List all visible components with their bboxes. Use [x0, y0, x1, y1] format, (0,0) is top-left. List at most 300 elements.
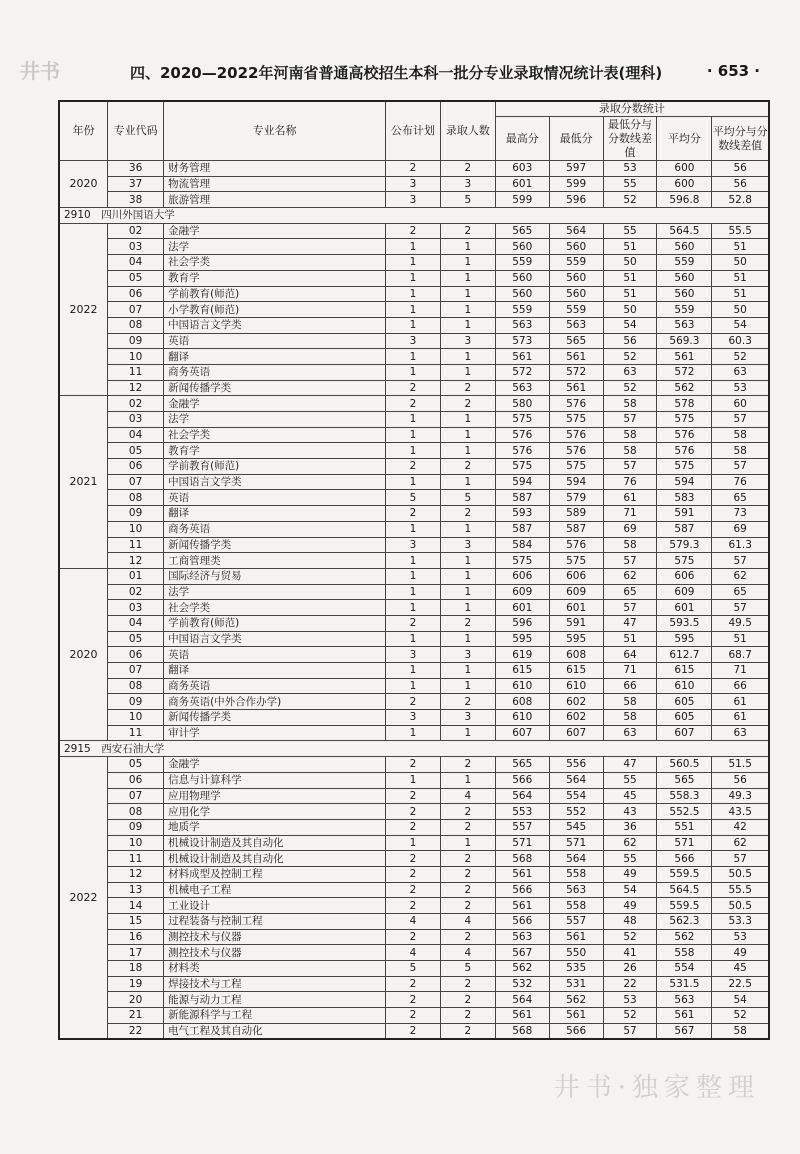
- table-row: [59, 835, 769, 851]
- major-name-cell: 焊接技术与工程: [164, 976, 386, 992]
- min-diff-cell: 47: [603, 615, 657, 631]
- code-cell: 11: [108, 851, 164, 867]
- avg-score-cell: 607: [657, 725, 712, 741]
- admitted-cell: 1: [440, 427, 495, 443]
- min-diff-cell: 54: [603, 317, 657, 333]
- code-cell: 20: [108, 992, 164, 1008]
- max-score-cell: 557: [495, 819, 549, 835]
- avg-diff-cell: 63: [712, 725, 769, 741]
- admitted-cell: 1: [440, 553, 495, 569]
- min-diff-cell: 52: [603, 349, 657, 365]
- plan-cell: 2: [385, 819, 440, 835]
- avg-diff-cell: 50.5: [712, 898, 769, 914]
- table-row: [59, 286, 769, 302]
- plan-cell: 2: [385, 615, 440, 631]
- min-diff-cell: 55: [603, 851, 657, 867]
- min-diff-cell: 48: [603, 914, 657, 930]
- min-score-cell: 602: [549, 710, 603, 726]
- major-name-cell: 金融学: [164, 396, 386, 412]
- code-cell: 03: [108, 600, 164, 616]
- min-score-cell: 596: [549, 192, 603, 208]
- min-score-cell: 587: [549, 521, 603, 537]
- code-cell: 07: [108, 788, 164, 804]
- avg-score-cell: 558: [657, 945, 712, 961]
- year-cell: 2020: [59, 161, 108, 208]
- avg-score-cell: 600: [657, 161, 712, 177]
- code-cell: 22: [108, 1023, 164, 1039]
- min-diff-cell: 51: [603, 270, 657, 286]
- major-name-cell: 学前教育(师范): [164, 615, 386, 631]
- avg-diff-cell: 68.7: [712, 647, 769, 663]
- major-name-cell: 测控技术与仪器: [164, 945, 386, 961]
- major-name-cell: 工业设计: [164, 898, 386, 914]
- min-score-cell: 562: [549, 992, 603, 1008]
- major-name-cell: 小学教育(师范): [164, 302, 386, 318]
- table-row: [59, 663, 769, 679]
- plan-cell: 1: [385, 349, 440, 365]
- min-score-cell: 599: [549, 176, 603, 192]
- code-cell: 12: [108, 866, 164, 882]
- avg-score-cell: 560: [657, 286, 712, 302]
- plan-cell: 1: [385, 412, 440, 428]
- avg-diff-cell: 53: [712, 929, 769, 945]
- avg-diff-cell: 62: [712, 835, 769, 851]
- admitted-cell: 3: [440, 176, 495, 192]
- admitted-cell: 2: [440, 866, 495, 882]
- avg-diff-cell: 58: [712, 427, 769, 443]
- school-name: 2910 四川外国语大学: [59, 208, 769, 224]
- code-cell: 08: [108, 490, 164, 506]
- code-cell: 10: [108, 710, 164, 726]
- plan-cell: 2: [385, 882, 440, 898]
- min-diff-cell: 54: [603, 882, 657, 898]
- table-row: [59, 1008, 769, 1024]
- avg-score-cell: 563: [657, 992, 712, 1008]
- avg-diff-cell: 50: [712, 255, 769, 271]
- min-diff-cell: 61: [603, 490, 657, 506]
- max-score-cell: 615: [495, 663, 549, 679]
- avg-diff-cell: 51: [712, 270, 769, 286]
- max-score-cell: 561: [495, 898, 549, 914]
- col-code: 专业代码: [108, 101, 164, 161]
- admitted-cell: 1: [440, 255, 495, 271]
- school-name: 2915 西安石油大学: [59, 741, 769, 757]
- max-score-cell: 567: [495, 945, 549, 961]
- code-cell: 12: [108, 553, 164, 569]
- admitted-cell: 1: [440, 772, 495, 788]
- table-row: [59, 961, 769, 977]
- admitted-cell: 2: [440, 1023, 495, 1039]
- admitted-cell: 4: [440, 945, 495, 961]
- min-score-cell: 571: [549, 835, 603, 851]
- code-cell: 38: [108, 192, 164, 208]
- col-min: 最低分: [549, 117, 603, 161]
- table-row: [59, 615, 769, 631]
- avg-diff-cell: 49.5: [712, 615, 769, 631]
- max-score-cell: 532: [495, 976, 549, 992]
- table-row: [59, 772, 769, 788]
- code-cell: 03: [108, 412, 164, 428]
- admitted-cell: 5: [440, 961, 495, 977]
- min-diff-cell: 57: [603, 553, 657, 569]
- plan-cell: 1: [385, 286, 440, 302]
- avg-score-cell: 562: [657, 380, 712, 396]
- plan-cell: 3: [385, 333, 440, 349]
- avg-diff-cell: 57: [712, 459, 769, 475]
- admitted-cell: 1: [440, 678, 495, 694]
- avg-score-cell: 559: [657, 302, 712, 318]
- avg-score-cell: 605: [657, 694, 712, 710]
- code-cell: 09: [108, 506, 164, 522]
- max-score-cell: 610: [495, 710, 549, 726]
- admitted-cell: 2: [440, 976, 495, 992]
- max-score-cell: 576: [495, 443, 549, 459]
- min-score-cell: 556: [549, 757, 603, 773]
- year-cell: 2020: [59, 568, 108, 741]
- plan-cell: 1: [385, 255, 440, 271]
- plan-cell: 1: [385, 568, 440, 584]
- max-score-cell: 564: [495, 992, 549, 1008]
- min-score-cell: 561: [549, 349, 603, 365]
- major-name-cell: 社会学类: [164, 600, 386, 616]
- min-diff-cell: 57: [603, 1023, 657, 1039]
- min-score-cell: 597: [549, 161, 603, 177]
- avg-diff-cell: 51: [712, 286, 769, 302]
- min-diff-cell: 45: [603, 788, 657, 804]
- plan-cell: 2: [385, 1008, 440, 1024]
- table-row: [59, 647, 769, 663]
- major-name-cell: 机械电子工程: [164, 882, 386, 898]
- plan-cell: 2: [385, 788, 440, 804]
- min-score-cell: 557: [549, 914, 603, 930]
- col-year: 年份: [59, 101, 108, 161]
- avg-diff-cell: 50.5: [712, 866, 769, 882]
- table-row: [59, 553, 769, 569]
- major-name-cell: 翻译: [164, 506, 386, 522]
- max-score-cell: 609: [495, 584, 549, 600]
- major-name-cell: 新闻传播学类: [164, 537, 386, 553]
- plan-cell: 2: [385, 223, 440, 239]
- admitted-cell: 5: [440, 490, 495, 506]
- admitted-cell: 1: [440, 443, 495, 459]
- avg-diff-cell: 52: [712, 1008, 769, 1024]
- max-score-cell: 568: [495, 1023, 549, 1039]
- avg-diff-cell: 61: [712, 694, 769, 710]
- avg-diff-cell: 51: [712, 631, 769, 647]
- table-row: [59, 914, 769, 930]
- min-score-cell: 554: [549, 788, 603, 804]
- plan-cell: 1: [385, 270, 440, 286]
- admitted-cell: 1: [440, 663, 495, 679]
- table-row: [59, 992, 769, 1008]
- avg-score-cell: 583: [657, 490, 712, 506]
- admitted-cell: 2: [440, 992, 495, 1008]
- avg-score-cell: 594: [657, 474, 712, 490]
- min-score-cell: 552: [549, 804, 603, 820]
- admitted-cell: 2: [440, 929, 495, 945]
- code-cell: 36: [108, 161, 164, 177]
- major-name-cell: 英语: [164, 647, 386, 663]
- min-diff-cell: 58: [603, 710, 657, 726]
- min-diff-cell: 58: [603, 443, 657, 459]
- min-diff-cell: 62: [603, 835, 657, 851]
- code-cell: 19: [108, 976, 164, 992]
- min-diff-cell: 49: [603, 866, 657, 882]
- plan-cell: 4: [385, 945, 440, 961]
- avg-score-cell: 569.3: [657, 333, 712, 349]
- avg-diff-cell: 55.5: [712, 882, 769, 898]
- avg-score-cell: 576: [657, 427, 712, 443]
- table-row: [59, 161, 769, 177]
- min-score-cell: 576: [549, 443, 603, 459]
- avg-score-cell: 554: [657, 961, 712, 977]
- avg-score-cell: 600: [657, 176, 712, 192]
- code-cell: 03: [108, 239, 164, 255]
- col-min-diff: 最低分与分数线差值: [603, 117, 657, 161]
- table-row: [59, 302, 769, 318]
- table-row: [59, 788, 769, 804]
- avg-diff-cell: 73: [712, 506, 769, 522]
- admitted-cell: 2: [440, 459, 495, 475]
- plan-cell: 2: [385, 757, 440, 773]
- table-row: [59, 678, 769, 694]
- admitted-cell: 1: [440, 631, 495, 647]
- max-score-cell: 606: [495, 568, 549, 584]
- plan-cell: 2: [385, 694, 440, 710]
- plan-cell: 1: [385, 364, 440, 380]
- max-score-cell: 587: [495, 490, 549, 506]
- min-score-cell: 575: [549, 459, 603, 475]
- avg-score-cell: 575: [657, 412, 712, 428]
- school-header-row: [59, 741, 769, 757]
- code-cell: 12: [108, 380, 164, 396]
- year-cell: 2022: [59, 223, 108, 396]
- col-stats-group: 录取分数统计: [495, 101, 769, 117]
- admitted-cell: 3: [440, 333, 495, 349]
- avg-diff-cell: 51.5: [712, 757, 769, 773]
- major-name-cell: 能源与动力工程: [164, 992, 386, 1008]
- avg-diff-cell: 50: [712, 302, 769, 318]
- plan-cell: 1: [385, 663, 440, 679]
- school-header-row: [59, 208, 769, 224]
- avg-score-cell: 575: [657, 459, 712, 475]
- avg-score-cell: 596.8: [657, 192, 712, 208]
- avg-score-cell: 551: [657, 819, 712, 835]
- major-name-cell: 金融学: [164, 223, 386, 239]
- major-name-cell: 财务管理: [164, 161, 386, 177]
- admitted-cell: 5: [440, 192, 495, 208]
- plan-cell: 1: [385, 600, 440, 616]
- avg-diff-cell: 54: [712, 992, 769, 1008]
- max-score-cell: 575: [495, 459, 549, 475]
- avg-score-cell: 561: [657, 349, 712, 365]
- major-name-cell: 新闻传播学类: [164, 710, 386, 726]
- table-row: [59, 396, 769, 412]
- min-diff-cell: 50: [603, 302, 657, 318]
- col-plan: 公布计划: [385, 101, 440, 161]
- major-name-cell: 应用物理学: [164, 788, 386, 804]
- max-score-cell: 608: [495, 694, 549, 710]
- major-name-cell: 机械设计制造及其自动化: [164, 851, 386, 867]
- admitted-cell: 1: [440, 584, 495, 600]
- avg-score-cell: 563: [657, 317, 712, 333]
- min-score-cell: 563: [549, 317, 603, 333]
- plan-cell: 1: [385, 427, 440, 443]
- min-diff-cell: 55: [603, 772, 657, 788]
- max-score-cell: 563: [495, 317, 549, 333]
- major-name-cell: 法学: [164, 412, 386, 428]
- table-row: [59, 459, 769, 475]
- avg-diff-cell: 60: [712, 396, 769, 412]
- admitted-cell: 1: [440, 412, 495, 428]
- major-name-cell: 测控技术与仪器: [164, 929, 386, 945]
- min-score-cell: 545: [549, 819, 603, 835]
- avg-diff-cell: 56: [712, 772, 769, 788]
- major-name-cell: 物流管理: [164, 176, 386, 192]
- admitted-cell: 2: [440, 694, 495, 710]
- avg-score-cell: 587: [657, 521, 712, 537]
- plan-cell: 3: [385, 710, 440, 726]
- year-cell: 2021: [59, 396, 108, 569]
- major-name-cell: 材料成型及控制工程: [164, 866, 386, 882]
- max-score-cell: 563: [495, 380, 549, 396]
- avg-diff-cell: 61: [712, 710, 769, 726]
- plan-cell: 2: [385, 866, 440, 882]
- avg-score-cell: 564.5: [657, 882, 712, 898]
- min-score-cell: 558: [549, 866, 603, 882]
- major-name-cell: 社会学类: [164, 427, 386, 443]
- min-diff-cell: 55: [603, 223, 657, 239]
- avg-diff-cell: 56: [712, 176, 769, 192]
- min-diff-cell: 36: [603, 819, 657, 835]
- admission-table: [58, 100, 770, 1040]
- table-row: [59, 176, 769, 192]
- avg-score-cell: 531.5: [657, 976, 712, 992]
- max-score-cell: 594: [495, 474, 549, 490]
- plan-cell: 5: [385, 961, 440, 977]
- admitted-cell: 4: [440, 788, 495, 804]
- avg-score-cell: 575: [657, 553, 712, 569]
- max-score-cell: 568: [495, 851, 549, 867]
- table-row: [59, 694, 769, 710]
- max-score-cell: 571: [495, 835, 549, 851]
- plan-cell: 1: [385, 631, 440, 647]
- plan-cell: 1: [385, 474, 440, 490]
- max-score-cell: 560: [495, 286, 549, 302]
- table-row: [59, 427, 769, 443]
- avg-score-cell: 566: [657, 851, 712, 867]
- major-name-cell: 机械设计制造及其自动化: [164, 835, 386, 851]
- min-score-cell: 575: [549, 553, 603, 569]
- major-name-cell: 新闻传播学类: [164, 380, 386, 396]
- code-cell: 17: [108, 945, 164, 961]
- table-row: [59, 945, 769, 961]
- plan-cell: 2: [385, 161, 440, 177]
- code-cell: 15: [108, 914, 164, 930]
- min-diff-cell: 52: [603, 192, 657, 208]
- admitted-cell: 2: [440, 819, 495, 835]
- table-row: [59, 804, 769, 820]
- avg-diff-cell: 52.8: [712, 192, 769, 208]
- table-row: [59, 490, 769, 506]
- major-name-cell: 地质学: [164, 819, 386, 835]
- major-name-cell: 新能源科学与工程: [164, 1008, 386, 1024]
- avg-diff-cell: 66: [712, 678, 769, 694]
- code-cell: 10: [108, 835, 164, 851]
- table-row: [59, 474, 769, 490]
- min-score-cell: 561: [549, 1008, 603, 1024]
- avg-diff-cell: 65: [712, 490, 769, 506]
- avg-diff-cell: 65: [712, 584, 769, 600]
- plan-cell: 1: [385, 239, 440, 255]
- table-row: [59, 333, 769, 349]
- major-name-cell: 学前教育(师范): [164, 459, 386, 475]
- admitted-cell: 2: [440, 615, 495, 631]
- max-score-cell: 619: [495, 647, 549, 663]
- min-diff-cell: 63: [603, 364, 657, 380]
- avg-diff-cell: 76: [712, 474, 769, 490]
- avg-score-cell: 558.3: [657, 788, 712, 804]
- table-row: [59, 600, 769, 616]
- avg-score-cell: 591: [657, 506, 712, 522]
- max-score-cell: 587: [495, 521, 549, 537]
- plan-cell: 2: [385, 929, 440, 945]
- plan-cell: 2: [385, 396, 440, 412]
- max-score-cell: 559: [495, 302, 549, 318]
- avg-diff-cell: 53.3: [712, 914, 769, 930]
- avg-score-cell: 578: [657, 396, 712, 412]
- major-name-cell: 中国语言文学类: [164, 317, 386, 333]
- min-score-cell: 561: [549, 929, 603, 945]
- table-body: [59, 161, 769, 1040]
- min-score-cell: 576: [549, 427, 603, 443]
- table-row: [59, 364, 769, 380]
- admitted-cell: 3: [440, 710, 495, 726]
- plan-cell: 1: [385, 443, 440, 459]
- plan-cell: 1: [385, 302, 440, 318]
- major-name-cell: 工商管理类: [164, 553, 386, 569]
- plan-cell: 1: [385, 678, 440, 694]
- max-score-cell: 596: [495, 615, 549, 631]
- min-score-cell: 606: [549, 568, 603, 584]
- code-cell: 06: [108, 772, 164, 788]
- table-row: [59, 976, 769, 992]
- code-cell: 07: [108, 474, 164, 490]
- admitted-cell: 1: [440, 474, 495, 490]
- max-score-cell: 566: [495, 772, 549, 788]
- min-score-cell: 559: [549, 302, 603, 318]
- admitted-cell: 2: [440, 506, 495, 522]
- table-row: [59, 725, 769, 741]
- major-name-cell: 教育学: [164, 270, 386, 286]
- avg-diff-cell: 54: [712, 317, 769, 333]
- major-name-cell: 过程装备与控制工程: [164, 914, 386, 930]
- min-diff-cell: 66: [603, 678, 657, 694]
- min-diff-cell: 51: [603, 239, 657, 255]
- page-title: 四、2020—2022年河南省普通高校招生本科一批分专业录取情况统计表(理科): [130, 64, 663, 82]
- min-diff-cell: 51: [603, 631, 657, 647]
- avg-score-cell: 593.5: [657, 615, 712, 631]
- code-cell: 11: [108, 364, 164, 380]
- table-row: [59, 584, 769, 600]
- plan-cell: 2: [385, 459, 440, 475]
- table-row: [59, 443, 769, 459]
- max-score-cell: 561: [495, 349, 549, 365]
- avg-diff-cell: 52: [712, 349, 769, 365]
- avg-diff-cell: 57: [712, 412, 769, 428]
- logo: 井书: [20, 59, 60, 83]
- min-diff-cell: 76: [603, 474, 657, 490]
